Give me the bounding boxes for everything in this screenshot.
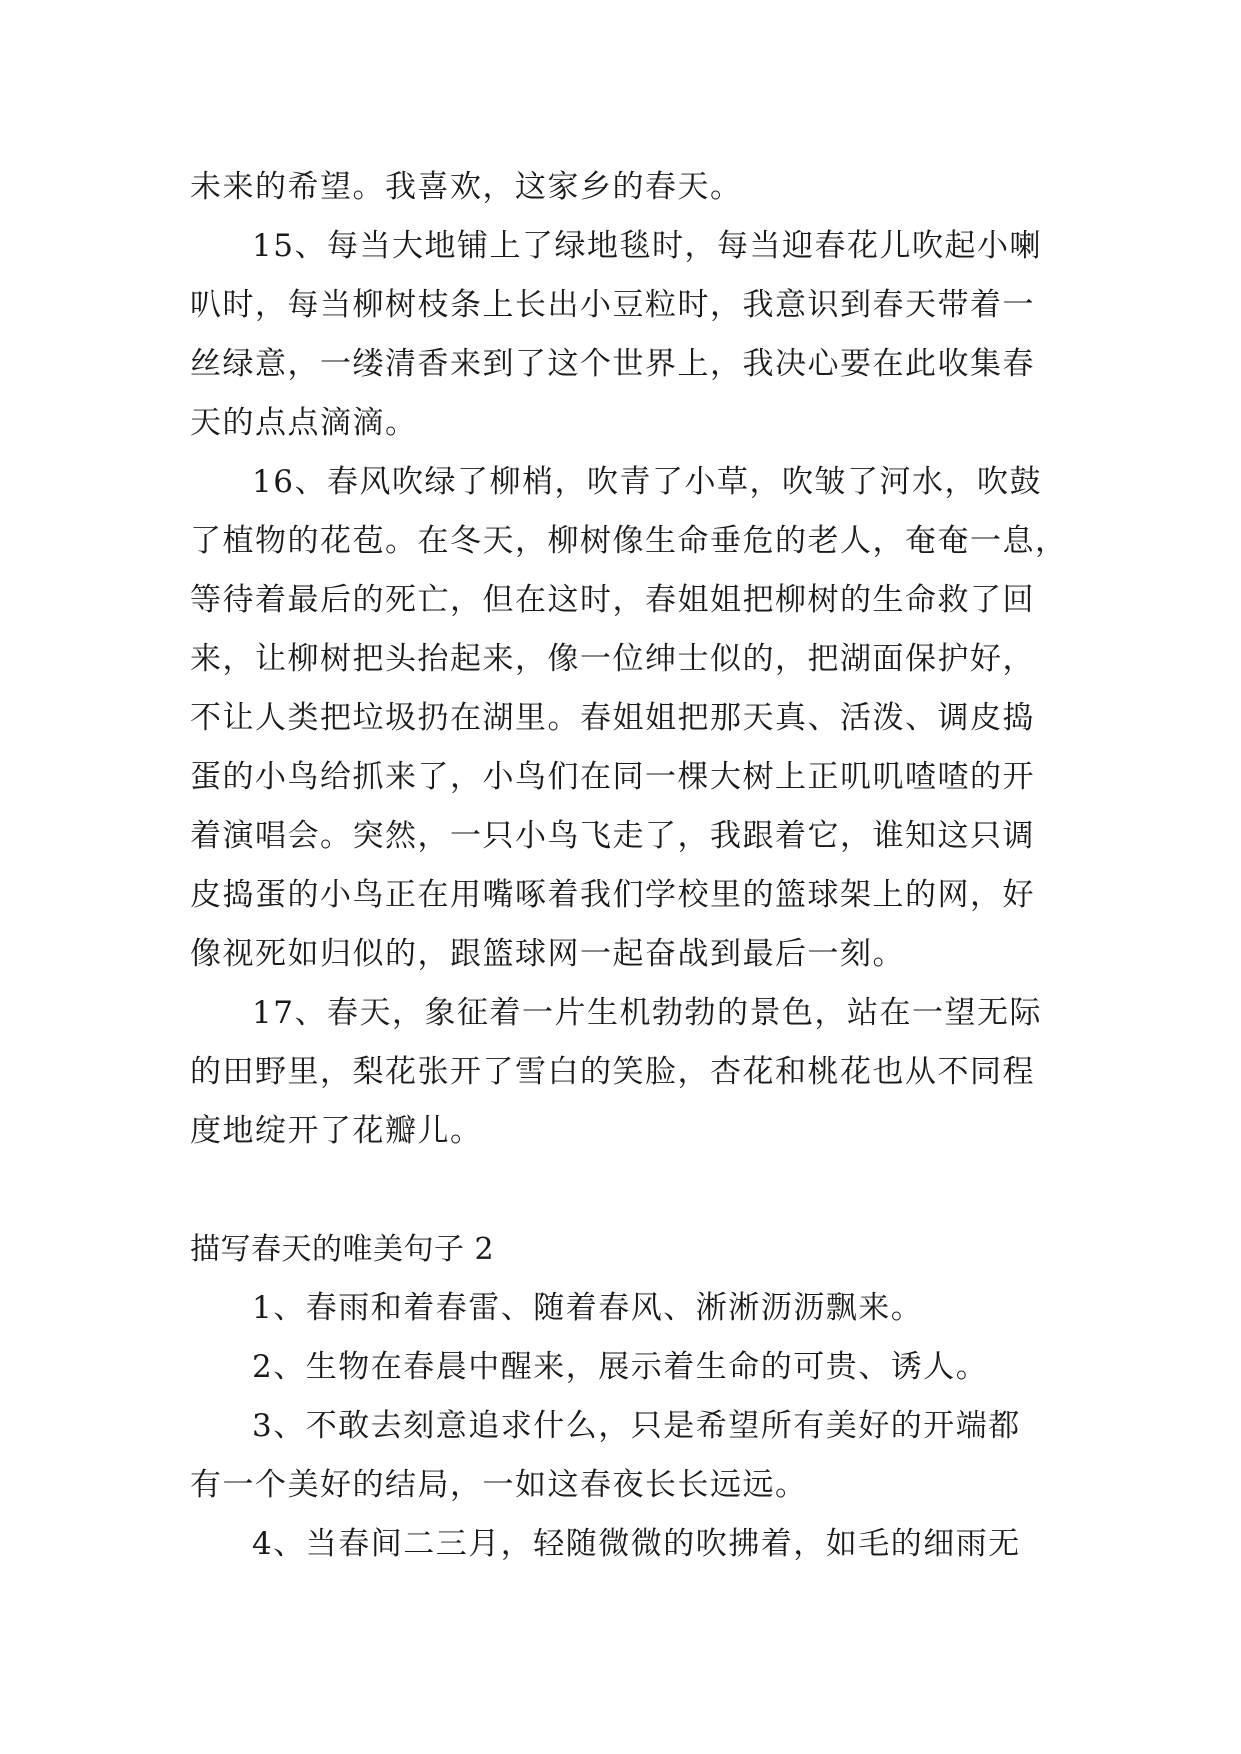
text-line: 了植物的花苞。在冬天，柳树像生命垂危的老人，奄奄一息， — [190, 523, 1068, 559]
text-line: 来，让柳树把头抬起来，像一位绅士似的，把湖面保护好， — [190, 641, 1035, 677]
text-line: 天的点点滴滴。 — [190, 405, 418, 441]
text-line: 丝绿意，一缕清香来到了这个世界上，我决心要在此收集春 — [190, 346, 1035, 382]
text-line: 度地绽开了花瓣儿。 — [190, 1113, 483, 1149]
document-page — [190, 158, 1068, 1574]
text-line: 叭时，每当柳树枝条上长出小豆粒时，我意识到春天带着一 — [190, 287, 1035, 323]
paragraph-16-start: 16、春风吹绿了柳梢，吹青了小草，吹皱了河水，吹鼓 — [252, 464, 1042, 500]
text-line: 着演唱会。突然，一只小鸟飞走了，我跟着它，谁知这只调 — [190, 818, 1035, 854]
section-gap — [190, 1161, 1062, 1220]
item-3-start: 3、不敢去刻意追求什么，只是希望所有美好的开端都 — [252, 1408, 1021, 1444]
text-line: 等待着最后的死亡，但在这时，春姐姐把柳树的生命救了回 — [190, 582, 1035, 618]
text-line: 皮捣蛋的小鸟正在用嘴啄着我们学校里的篮球架上的网，好 — [190, 877, 1035, 913]
text-line: 像视死如归似的，跟篮球网一起奋战到最后一刻。 — [190, 936, 905, 972]
item-1: 1、春雨和着春雷、随着春风、淅淅沥沥飘来。 — [252, 1290, 924, 1326]
section-heading: 描写春天的唯美句子 2 — [190, 1232, 495, 1267]
item-2: 2、生物在春晨中醒来，展示着生命的可贵、诱人。 — [252, 1349, 989, 1385]
paragraph-15-start: 15、每当大地铺上了绿地毯时，每当迎春花儿吹起小喇 — [252, 228, 1042, 264]
text-line: 不让人类把垃圾扔在湖里。春姐姐把那天真、活泼、调皮捣 — [190, 700, 1035, 736]
text-line: 未来的希望。我喜欢，这家乡的春天。 — [190, 169, 743, 205]
paragraph-17-start: 17、春天，象征着一片生机勃勃的景色，站在一望无际 — [252, 995, 1042, 1031]
text-line: 有一个美好的结局，一如这春夜长长远远。 — [190, 1467, 808, 1503]
item-4-start: 4、当春间二三月，轻随微微的吹拂着，如毛的细雨无 — [252, 1526, 1021, 1562]
text-line: 蛋的小鸟给抓来了，小鸟们在同一棵大树上正叽叽喳喳的开 — [190, 759, 1035, 795]
text-line: 的田野里，梨花张开了雪白的笑脸，杏花和桃花也从不同程 — [190, 1054, 1035, 1090]
